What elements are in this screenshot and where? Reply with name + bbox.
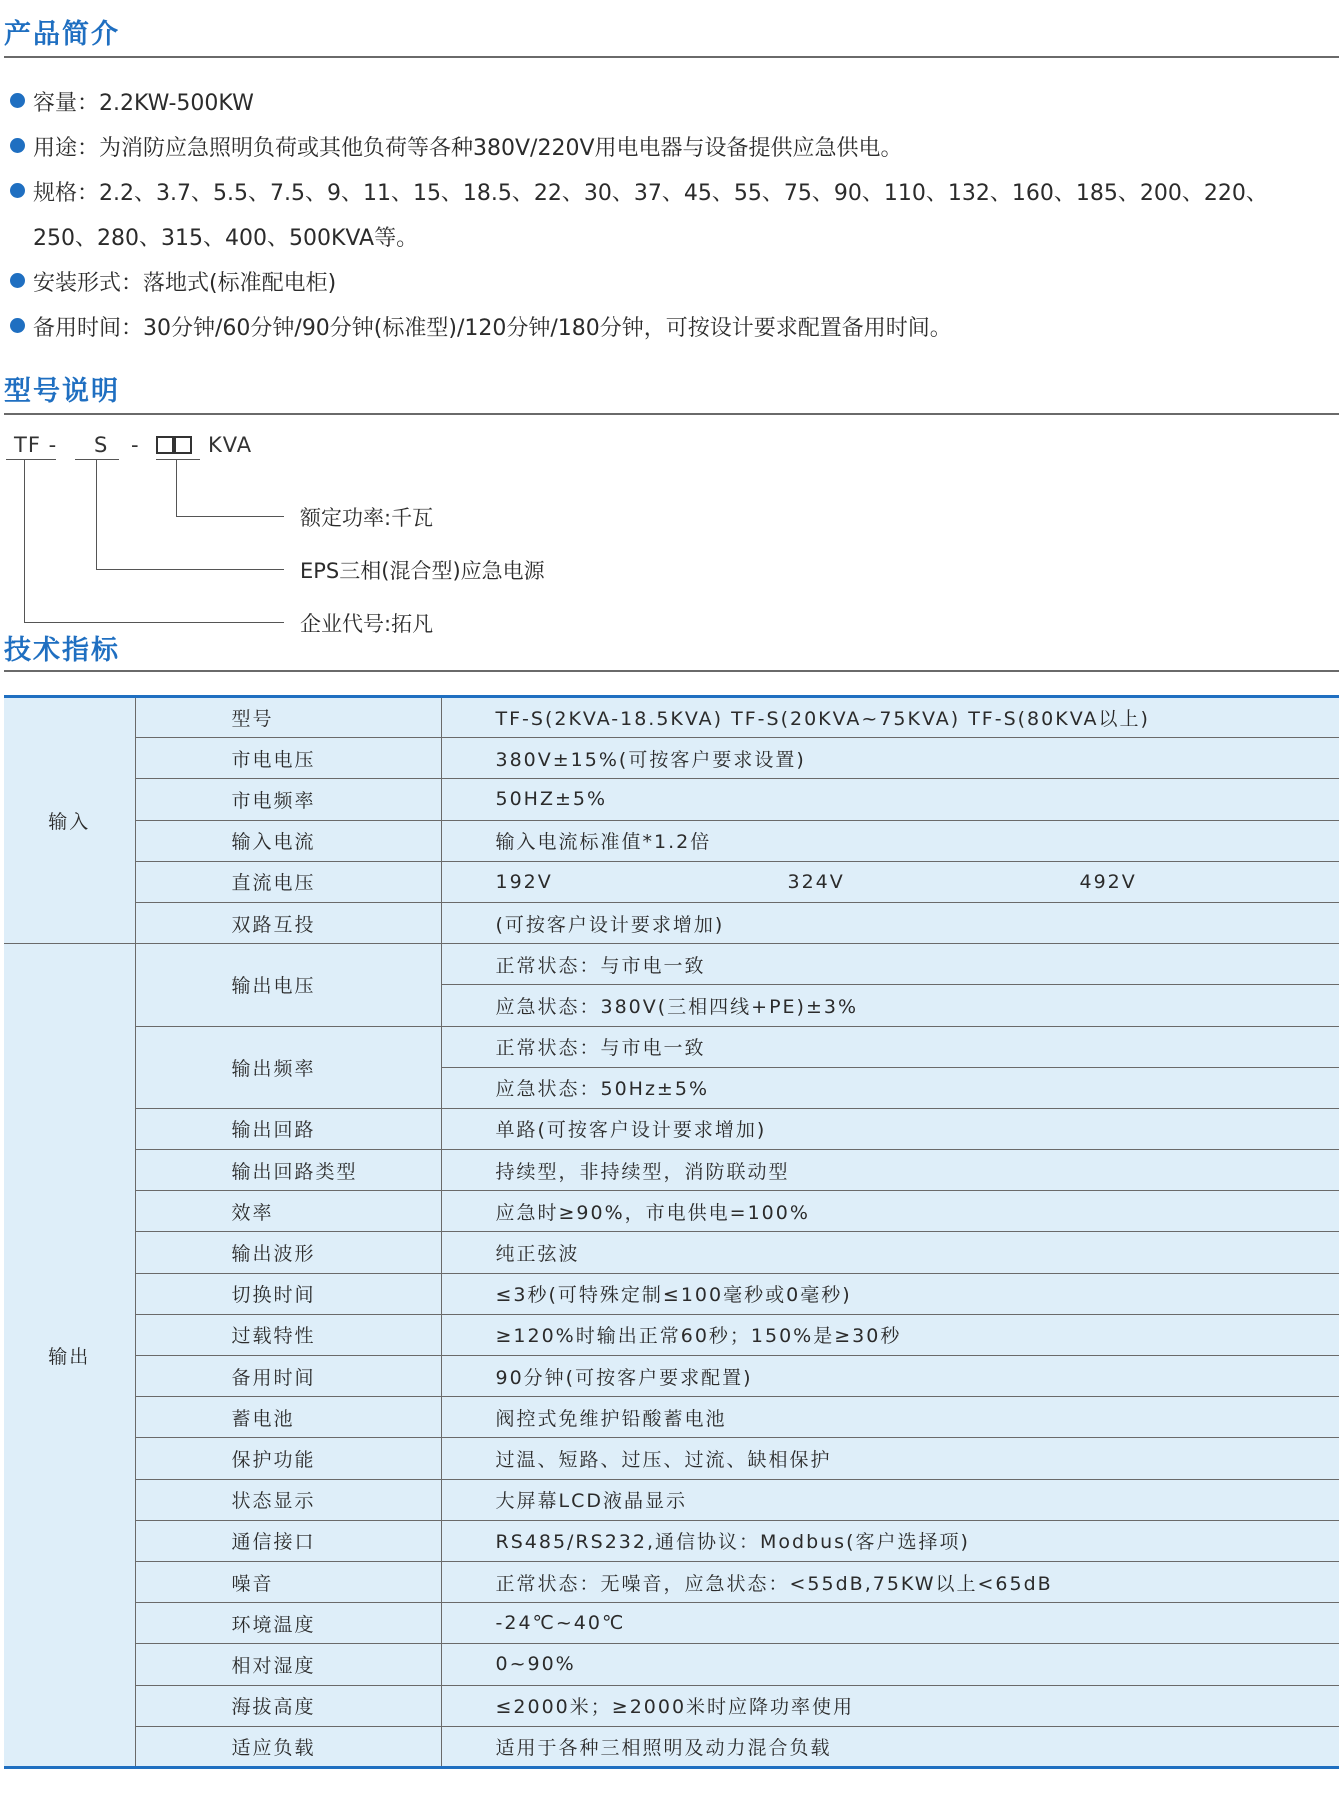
model-code-kva: KVA (208, 433, 253, 457)
param-cell: 保护功能 (135, 1438, 441, 1479)
connector-line (24, 459, 25, 622)
bullet-dot-icon (10, 183, 25, 198)
param-cell: 切换时间 (135, 1273, 441, 1314)
value-cell-dc-voltage (441, 861, 1339, 902)
model-code-diagram (0, 425, 700, 636)
group-label-output: 输出 (4, 944, 135, 1768)
intro-item-backup-time: 备用时间：30分钟/60分钟/90分钟(标准型)/120分钟/180分钟，可按设计要求配置备用时间。 (10, 311, 952, 342)
bullet-dot-icon (10, 273, 25, 288)
value-cell: 应急状态：50Hz±5% (441, 1067, 1339, 1108)
table-row (4, 944, 1339, 985)
table-row (4, 1314, 1339, 1355)
section-title-tech: 技术指标 (4, 635, 120, 666)
value-cell: TF-S(2KVA-18.5KVA) TF-S(20KVA~75KVA) TF-S(80KVA以上) (441, 697, 1339, 738)
dc-voltage-3: 492V (1079, 870, 1137, 893)
table-row (4, 1356, 1339, 1397)
connector-line (96, 459, 97, 569)
section-rule (4, 56, 1339, 58)
value-cell: 应急状态：380V(三相四线+PE)±3% (441, 985, 1339, 1026)
dc-voltage-1: 192V (495, 870, 553, 893)
param-cell: 输入电流 (135, 820, 441, 861)
param-cell: 蓄电池 (135, 1397, 441, 1438)
intro-item-specs: 规格：2.2、3.7、5.5、7.5、9、11、15、18.5、22、30、37、45、55、75、90、110、132、160、185、200、220、 (10, 176, 1268, 207)
model-code-power-boxes (156, 433, 192, 457)
section-rule (4, 413, 1339, 415)
param-cell: 双路互投 (135, 902, 441, 943)
param-cell: 市电电压 (135, 738, 441, 779)
section-title-model: 型号说明 (4, 376, 120, 407)
param-cell: 过载特性 (135, 1314, 441, 1355)
param-cell: 输出回路类型 (135, 1150, 441, 1191)
param-cell: 备用时间 (135, 1356, 441, 1397)
value-cell: ≥120%时输出正常60秒；150%是≥30秒 (441, 1314, 1339, 1355)
table-row (4, 1520, 1339, 1561)
table-row (4, 1561, 1339, 1602)
param-cell: 直流电压 (135, 861, 441, 902)
connector-line (176, 459, 177, 516)
value-cell: 正常状态：与市电一致 (441, 944, 1339, 985)
dc-voltage-2: 324V (787, 870, 845, 893)
label-company-code: 企业代号:拓凡 (300, 612, 434, 636)
value-cell: 适用于各种三相照明及动力混合负载 (441, 1726, 1339, 1767)
bullet-dot-icon (10, 93, 25, 108)
connector-line (176, 516, 284, 517)
blank-box-icon (174, 436, 192, 454)
value-cell: 0~90% (441, 1644, 1339, 1685)
table-row (4, 1026, 1339, 1067)
param-cell: 通信接口 (135, 1520, 441, 1561)
table-row (4, 902, 1339, 943)
param-cell: 输出频率 (135, 1026, 441, 1108)
table-row (4, 1438, 1339, 1479)
underline (75, 459, 119, 460)
value-cell: 持续型，非持续型，消防联动型 (441, 1150, 1339, 1191)
table-row (4, 820, 1339, 861)
table-row (4, 1232, 1339, 1273)
model-code-dash: - (131, 433, 140, 457)
table-row (4, 1108, 1339, 1149)
table-row (4, 1726, 1339, 1767)
param-cell: 相对湿度 (135, 1644, 441, 1685)
value-cell: ≤3秒(可特殊定制≤100毫秒或0毫秒) (441, 1273, 1339, 1314)
value-cell: 阀控式免维护铅酸蓄电池 (441, 1397, 1339, 1438)
label-product-type: EPS三相(混合型)应急电源 (300, 559, 545, 583)
param-cell: 海拔高度 (135, 1685, 441, 1726)
value-cell: 90分钟(可按客户要求配置) (441, 1356, 1339, 1397)
intro-item-usage: 用途：为消防应急照明负荷或其他负荷等各种380V/220V用电电器与设备提供应急供电。 (10, 131, 903, 162)
value-cell: 正常状态：与市电一致 (441, 1026, 1339, 1067)
value-cell: 输入电流标准值*1.2倍 (441, 820, 1339, 861)
value-cell: 大屏幕LCD液晶显示 (441, 1479, 1339, 1520)
model-code-s: S (94, 433, 109, 457)
param-cell: 环境温度 (135, 1603, 441, 1644)
connector-line (24, 622, 284, 623)
table-row (4, 1397, 1339, 1438)
group-label-input: 输入 (4, 697, 135, 944)
bullet-dot-icon (10, 318, 25, 333)
param-cell: 适应负载 (135, 1726, 441, 1767)
value-cell: RS485/RS232,通信协议：Modbus(客户选择项) (441, 1520, 1339, 1561)
model-code-tf: TF - (14, 433, 58, 457)
table-row (4, 1273, 1339, 1314)
connector-line (96, 569, 284, 570)
param-cell: 输出波形 (135, 1232, 441, 1273)
section-rule (4, 670, 1339, 672)
value-cell: 单路(可按客户设计要求增加) (441, 1108, 1339, 1149)
table-row (4, 1150, 1339, 1191)
value-cell: 过温、短路、过压、过流、缺相保护 (441, 1438, 1339, 1479)
section-title-intro: 产品简介 (4, 19, 120, 50)
label-rated-power: 额定功率:千瓦 (300, 506, 434, 530)
blank-box-icon (156, 436, 174, 454)
value-cell: 纯正弦波 (441, 1232, 1339, 1273)
intro-item-specs-continued: 250、280、315、400、500KVA等。 (33, 226, 419, 251)
value-cell: -24℃~40℃ (441, 1603, 1339, 1644)
value-cell: 50HZ±5% (441, 779, 1339, 820)
param-cell: 市电频率 (135, 779, 441, 820)
underline (6, 459, 56, 460)
value-cell: 380V±15%(可按客户要求设置) (441, 738, 1339, 779)
table-row (4, 779, 1339, 820)
intro-item-install: 安装形式：落地式(标准配电柜) (10, 266, 336, 297)
table-row (4, 738, 1339, 779)
param-cell: 效率 (135, 1191, 441, 1232)
table-row (4, 861, 1339, 902)
param-cell: 型号 (135, 697, 441, 738)
underline (156, 459, 200, 460)
table-row (4, 1685, 1339, 1726)
value-cell: 应急时≥90%，市电供电=100% (441, 1191, 1339, 1232)
param-cell: 输出回路 (135, 1108, 441, 1149)
param-cell: 输出电压 (135, 944, 441, 1026)
table-row (4, 1191, 1339, 1232)
intro-item-capacity: 容量：2.2KW-500KW (10, 86, 254, 117)
value-cell: (可按客户设计要求增加) (441, 902, 1339, 943)
spec-table (4, 695, 1339, 1769)
table-row (4, 697, 1339, 738)
bullet-dot-icon (10, 138, 25, 153)
table-row (4, 1479, 1339, 1520)
param-cell: 状态显示 (135, 1479, 441, 1520)
param-cell: 噪音 (135, 1561, 441, 1602)
table-row (4, 1644, 1339, 1685)
value-cell: 正常状态：无噪音，应急状态：<55dB,75KW以上<65dB (441, 1561, 1339, 1602)
table-row (4, 1603, 1339, 1644)
value-cell: ≤2000米；≥2000米时应降功率使用 (441, 1685, 1339, 1726)
